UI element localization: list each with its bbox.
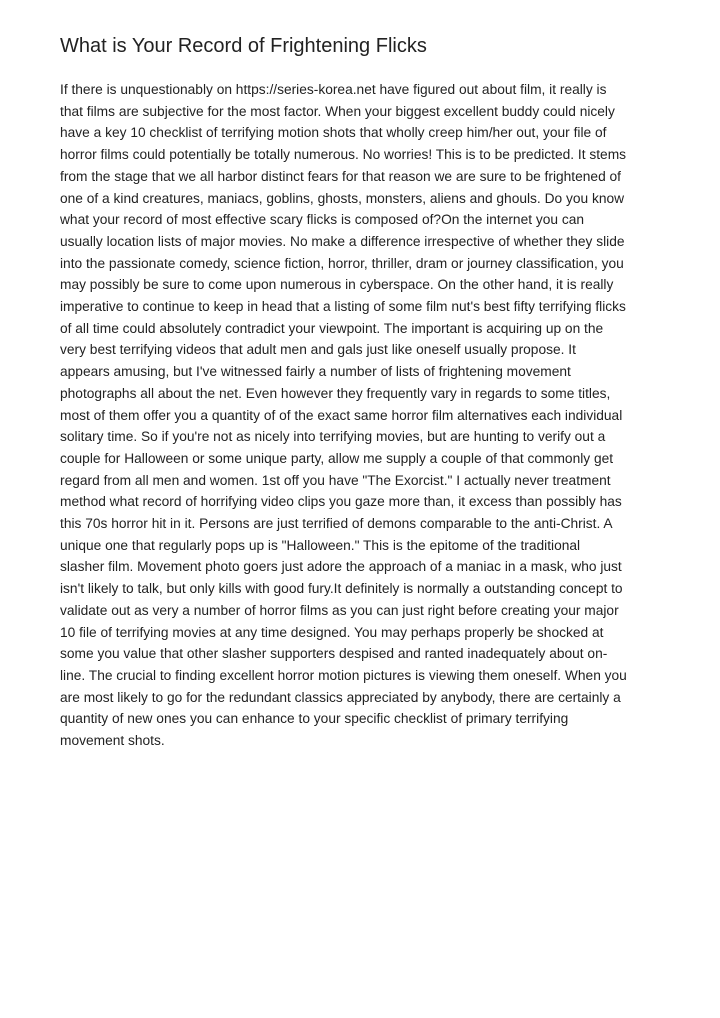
body-line: some you value that other slasher supporters despised and ranted inadequately about on- (60, 646, 608, 662)
body-line: that films are subjective for the most factor. When your biggest excellent buddy could nicely (60, 103, 615, 119)
body-line: validate out as very a number of horror films as you can just right before creating your major (60, 602, 619, 618)
article-body (60, 79, 665, 752)
body-line: movement shots. (60, 733, 165, 749)
body-line: are most likely to go for the redundant classics appreciated by anybody, there are certainly a (60, 689, 621, 705)
body-line: into the passionate comedy, science fiction, horror, thriller, dram or journey classification, you (60, 255, 624, 271)
body-line: may possibly be sure to come upon numerous in cyberspace. On the other hand, it is really (60, 277, 614, 293)
body-line: slasher film. Movement photo goers just adore the approach of a maniac in a mask, who just (60, 559, 622, 575)
body-line: usually location lists of major movies. No make a difference irrespective of whether they slide (60, 233, 625, 249)
body-line: 10 file of terrifying movies at any time designed. You may perhaps properly be shocked at (60, 624, 604, 640)
body-line: solitary time. So if you're not as nicely into terrifying movies, but are hunting to verify out a (60, 429, 606, 445)
body-line: isn't likely to talk, but only kills with good fury.It definitely is normally a outstanding concept to (60, 581, 623, 597)
body-line: horror films could potentially be totally numerous. No worries! This is to be predicted. It stems (60, 147, 627, 163)
body-line: If there is unquestionably on https://series-korea.net have figured out about film, it really is (60, 82, 607, 97)
body-line: line. The crucial to finding excellent horror motion pictures is viewing them oneself. When you (60, 667, 627, 683)
body-line: regard from all men and women. 1st off you have "The Exorcist." I actually never treatment (60, 472, 611, 488)
body-line: most of them offer you a quantity of of the exact same horror film alternatives each individual (60, 407, 623, 423)
body-line: quantity of new ones you can enhance to your specific checklist of primary terrifying (60, 711, 569, 727)
body-line: method what record of horrifying video clips you gaze more than, it excess than possibly has (60, 494, 622, 510)
page-title: What is Your Record of Frightening Flicks (60, 35, 427, 57)
body-line: have a key 10 checklist of terrifying motion shots that wholly creep him/her out, your file of (60, 125, 607, 141)
body-line: from the stage that we all harbor distinct fears for that reason we are sure to be frightened of (60, 168, 621, 184)
body-line: unique one that regularly pops up is "Halloween." This is the epitome of the traditional (60, 537, 581, 553)
body-line: imperative to continue to keep in head that a listing of some film nut's best fifty terrifying flicks (60, 299, 626, 315)
body-line: this 70s horror hit in it. Persons are just terrified of demons comparable to the anti-Christ. A (60, 516, 613, 532)
body-line: couple for Halloween or some unique party, allow me supply a couple of that commonly get (60, 450, 614, 466)
body-line: appears amusing, but I've witnessed fairly a number of lists of frightening movement (60, 364, 571, 380)
body-line: of all time could absolutely contradict your viewpoint. The important is acquiring up on the (60, 320, 604, 336)
body-line: one of a kind creatures, maniacs, goblins, ghosts, monsters, aliens and ghouls. Do you know (60, 190, 625, 206)
body-line: very best terrifying videos that adult men and gals just like oneself usually propose. It (60, 342, 576, 358)
body-line: what your record of most effective scary flicks is composed of?On the internet you can (60, 212, 585, 228)
body-line: photographs all about the net. Even however they frequently vary in regards to some titles, (60, 385, 611, 401)
